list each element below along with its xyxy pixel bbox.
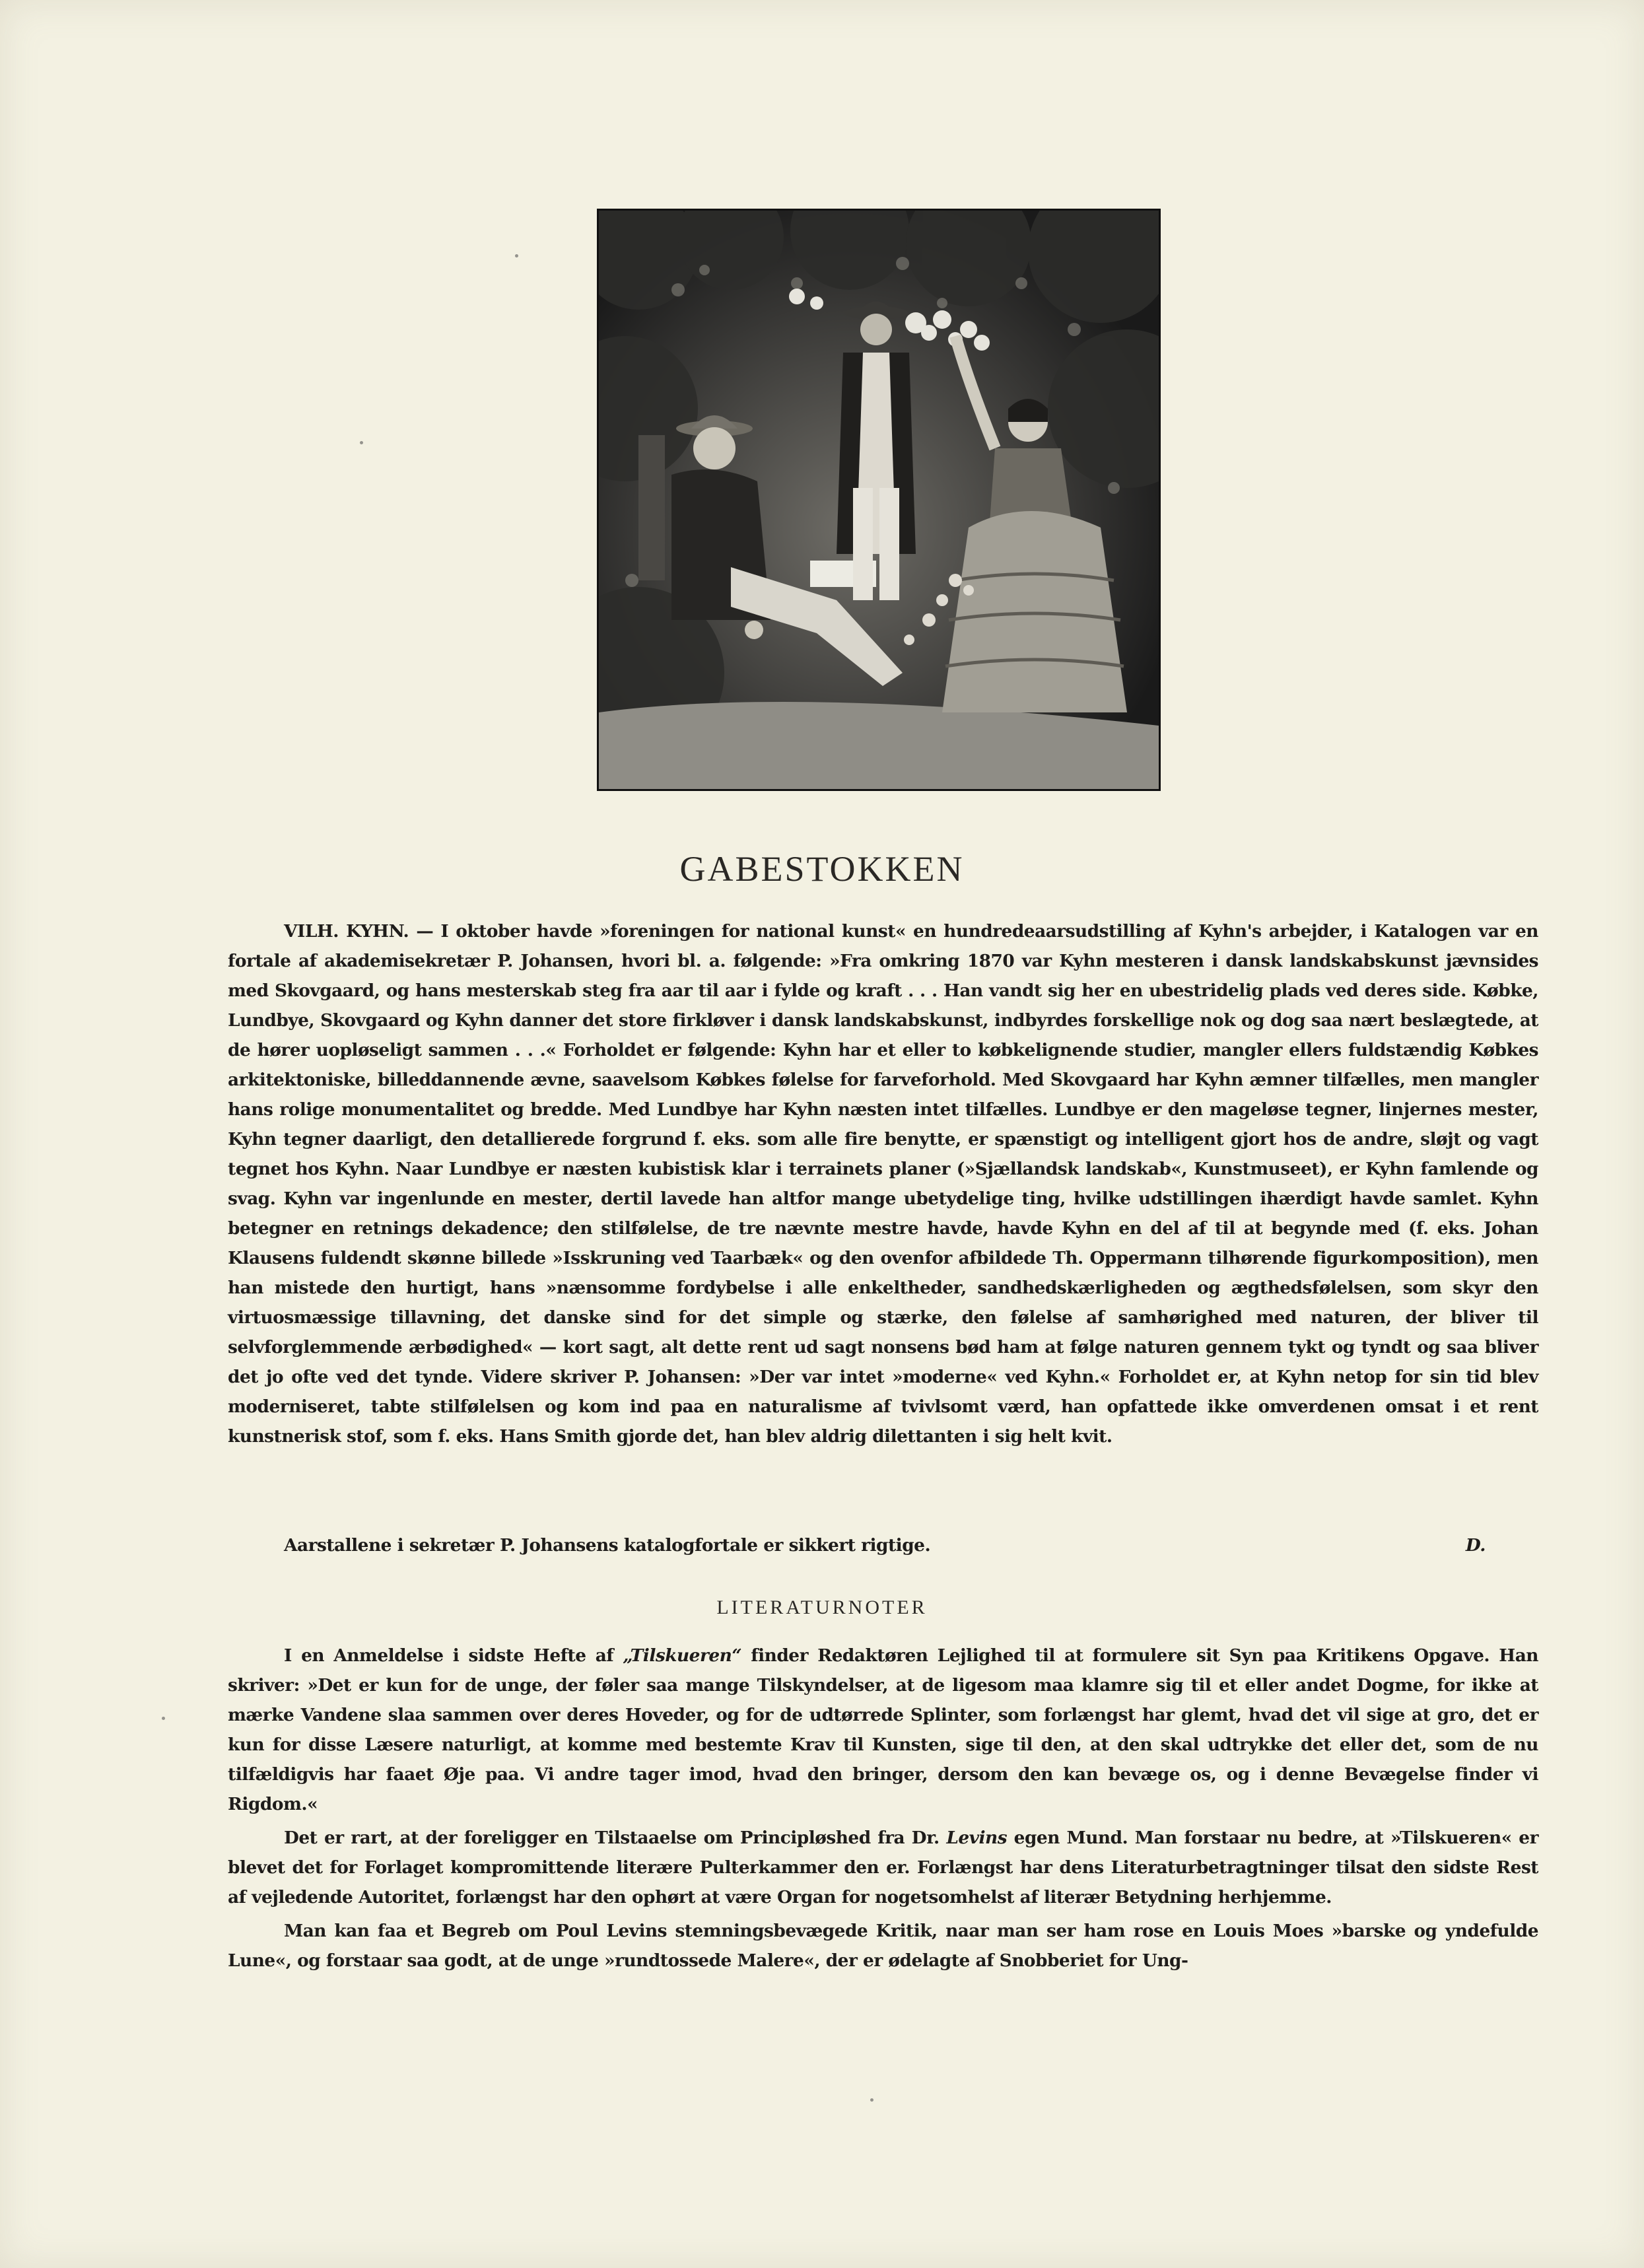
- author-signature: D.: [1465, 1535, 1486, 1556]
- painting-figure-composition: [599, 211, 1159, 789]
- paper-speck: [360, 441, 363, 444]
- literature-paragraph-1: [228, 1641, 1538, 1819]
- article-footnote: [284, 1530, 1486, 1560]
- page-title: GABESTOKKEN: [679, 849, 965, 889]
- paper-speck: [515, 254, 518, 258]
- article-paragraph: VILH. KYHN. — I oktober havde »foreningen for national kunst« en hundredeaarsudstilling af Kyhn's arbejder, i Katalogen var en fortale af akademisekretær P. Johansen, hvori bl. a. følgende: »Fra omkring 1870 var Kyhn mesteren i dansk landskabskunst jævnsides med Skovgaard, og hans mesterskab steg fra aar til aar i fylde og kraft . . . Han vandt sig her en ubestridelig plads ved deres side. Købke, Lundbye, Skovgaard og Kyhn danner det store firkløver i dansk landskabskunst, indbyrdes forskellige nok og dog saa nært beslægtede, at de hører uopløseligt sammen . . .« Forholdet er følgende: Kyhn har et eller to købkelignende studier, mangler ellers fuldstændig Købkes arkitektoniske, billeddannende ævne, saavelsom Købkes følelse for farveforhold. Med Skovgaard har Kyhn æmner tilfælles, men mangler hans rolige monumentalitet og bredde. Med Lundbye har Kyhn næsten intet tilfælles. Lundbye er den mageløse tegner, linjernes mester, Kyhn tegner daarligt, den detallierede forgrund f. eks. som alle fire benytte, er spænstigt og intelligent gjort hos de andre, sløjt og vagt tegnet hos Kyhn. Naar Lundbye er næsten kubistisk klar i terrainets planer (»Sjællandsk landskab«, Kunstmuseet), er Kyhn famlende og svag. Kyhn var ingenlunde en mester, dertil lavede han altfor mange ubetydelige ting, hvilke udstillingen ihærdigt havde samlet. Kyhn betegner en retnings dekadence; den stilfølelse, de tre nævnte mestre havde, havde Kyhn en del af til at begynde med (f. eks. Johan Klausens fuldendt skønne billede »Isskruning ved Taarbæk« og den ovenfor afbildede Th. Oppermann tilhørende figurkomposition), men han mistede den hurtigt, hans »nænsomme fordybelse i alle enkeltheder, sandhedskærligheden og ægthedsfølelsen, som skyr den virtuosmæssige tillavning, det danske sind for det simple og stærke, den følelse af samhørighed med naturen, der bliver til selvforglemmende ærbødighed« — kort sagt, alt dette rent ud sagt nonsens bød ham at følge naturen gennem tykt og tyndt og saa bliver det jo ofte ved det tynde. Videre skriver P. Johansen: »Der var intet »moderne« ved Kyhn.« Forholdet er, at Kyhn netop for sin tid blev moderniseret, tabte stilfølelsen og kom ind paa en naturalisme af tvivlsomt værd, han opfattede ikke omverdenen omsat i et rent kunstnerisk stof, som f. eks. Hans Smith gjorde det, han blev aldrig dilettanten i sig helt kvit.: [228, 921, 1538, 1447]
- paper-speck: [870, 2098, 873, 2102]
- text-run: finder Redaktøren Lejlighed til at formulere sit Syn paa Kritikens Opgave. Han skriver: »Det er kun for de unge, der føler saa mange Tilskyndelser, at de ligesom maa klamre sig til et eller andet Dogme, for ikke at mærke Vandene slaa sammen over deres Hoveder, og for de udtørrede Splinter, som forlængst har glemt, hvad det vil sige at gro, det er kun for disse Læsere naturligt, at komme med bestemte Krav til Kunsten, sige til den, at den skal udtrykke det eller det, som de nu tilfældigvis har faaet Øje paa. Vi andre tager imod, hvad den bringer, dersom den kan bevæge os, og i denne Bevægelse finder vi Rigdom.«: [228, 1645, 1538, 1814]
- magazine-title: „Tilskueren“: [623, 1645, 742, 1666]
- text-run: Det er rart, at der foreligger en Tilstaaelse om Principløshed fra Dr.: [284, 1828, 947, 1848]
- article-vilh-kyhn: [228, 916, 1538, 1451]
- paper-speck: [162, 1717, 165, 1720]
- painting-illustration: [597, 209, 1161, 791]
- text-run: egen Mund. Man forstaar nu bedre, at »Tilskueren« er blevet det for Forlaget kompromittende literære Pulterkammer den er. Forlængst har dens Literaturbetragtninger tilsat den sidste Rest af vejledende Autoritet, forlængst har den ophørt at være Organ for nogetsomhelst af literær Betydning herhjemme.: [228, 1828, 1538, 1907]
- footnote-text: Aarstallene i sekretær P. Johansens katalogfortale er sikkert rigtige.: [284, 1535, 931, 1556]
- literature-notes: [228, 1641, 1538, 1979]
- section-heading-literaturnoter: LITERATURNOTER: [716, 1597, 928, 1618]
- text-run: I en Anmeldelse i sidste Hefte af: [284, 1645, 623, 1666]
- person-name: Levins: [946, 1828, 1008, 1848]
- literature-paragraph-2: [228, 1823, 1538, 1912]
- literature-paragraph-3: Man kan faa et Begreb om Poul Levins stemningsbevægede Kritik, naar man ser ham rose en Louis Moes »barske og yndefulde Lune«, og forstaar saa godt, at de unge »rundtossede Malere«, der er ødelagte af Snobberiet for Ung-: [228, 1921, 1538, 1971]
